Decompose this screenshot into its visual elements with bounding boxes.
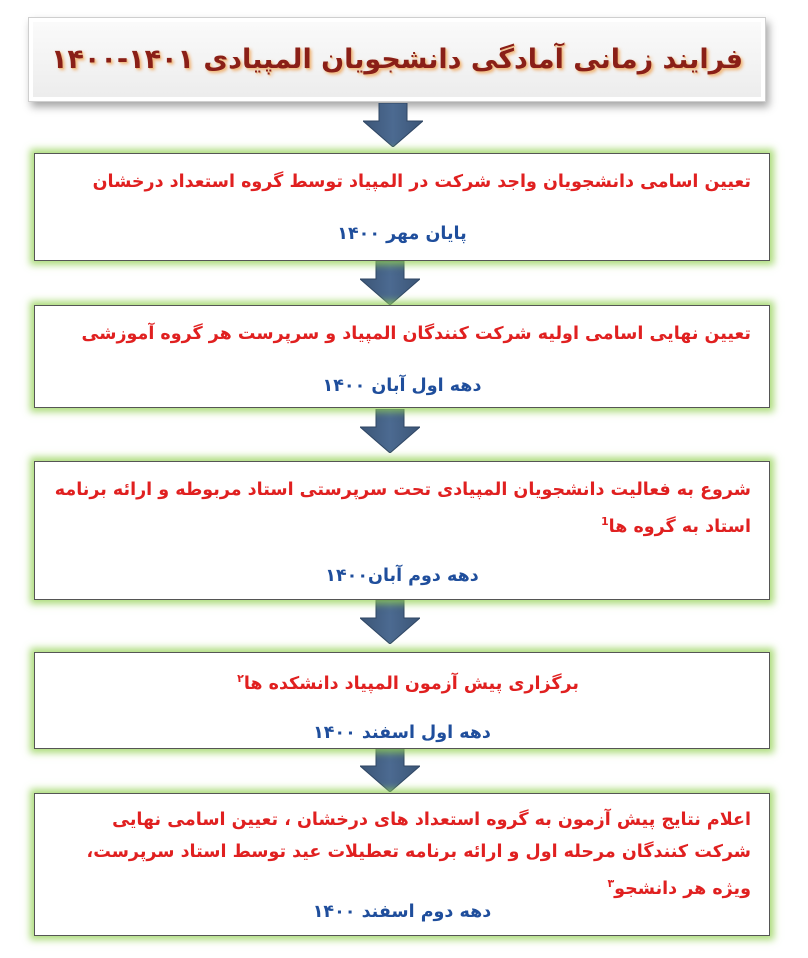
step-3-footnote: 1 [601, 515, 609, 528]
step-4-title: برگزاری پیش آزمون المپیاد دانشکده ها [243, 673, 579, 694]
step-box-2 [34, 305, 770, 408]
down-arrow-icon [360, 748, 420, 792]
step-box-1 [34, 153, 770, 261]
down-arrow-icon [360, 261, 420, 305]
step-1-title: تعیین اسامی دانشجویان واجد شرکت در المپیاد توسط گروه استعداد درخشان [92, 172, 751, 192]
step-box-5 [34, 793, 770, 936]
step-5-title-wrap [53, 804, 751, 905]
step-4-title-wrap [53, 663, 579, 700]
step-5-footnote: ۳ [607, 877, 615, 890]
down-arrow-icon [360, 409, 420, 453]
step-3-title-wrap [53, 474, 751, 543]
step-2-title: تعیین نهایی اسامی اولیه شرکت کنندگان المپیاد و سرپرست هر گروه آموزشی [81, 324, 751, 344]
step-box-4 [34, 652, 770, 749]
step-box-3 [34, 461, 770, 600]
step-2-date: دهه اول آبان ۱۴۰۰ [322, 376, 482, 396]
diagram-title: فرایند زمانی آمادگی دانشجویان المپیادی ۱۴۰۱-۱۴۰۰ [50, 44, 744, 75]
step-4-date: دهه اول اسفند ۱۴۰۰ [313, 723, 491, 743]
down-arrow-icon [363, 103, 423, 147]
title-box [28, 17, 766, 102]
step-3-title: شروع به فعالیت دانشجویان المپیادی تحت سرپرستی استاد مربوطه و ارائه برنامه استاد به گروه ها [54, 480, 751, 537]
step-1-date: پایان مهر ۱۴۰۰ [337, 224, 467, 244]
step-4-footnote: ۲ [237, 672, 244, 685]
step-5-title: اعلام نتایج پیش آزمون به گروه استعداد های درخشان ، تعیین اسامی نهایی شرکت کنندگان مرحله اول و ارائه برنامه تعطیلات عید توسط استاد سرپرست، ویژه هر دانشجو [86, 810, 751, 899]
step-3-date: دهه دوم آبان۱۴۰۰ [325, 566, 479, 586]
down-arrow-icon [360, 600, 420, 644]
step-5-date: دهه دوم اسفند ۱۴۰۰ [312, 902, 492, 922]
